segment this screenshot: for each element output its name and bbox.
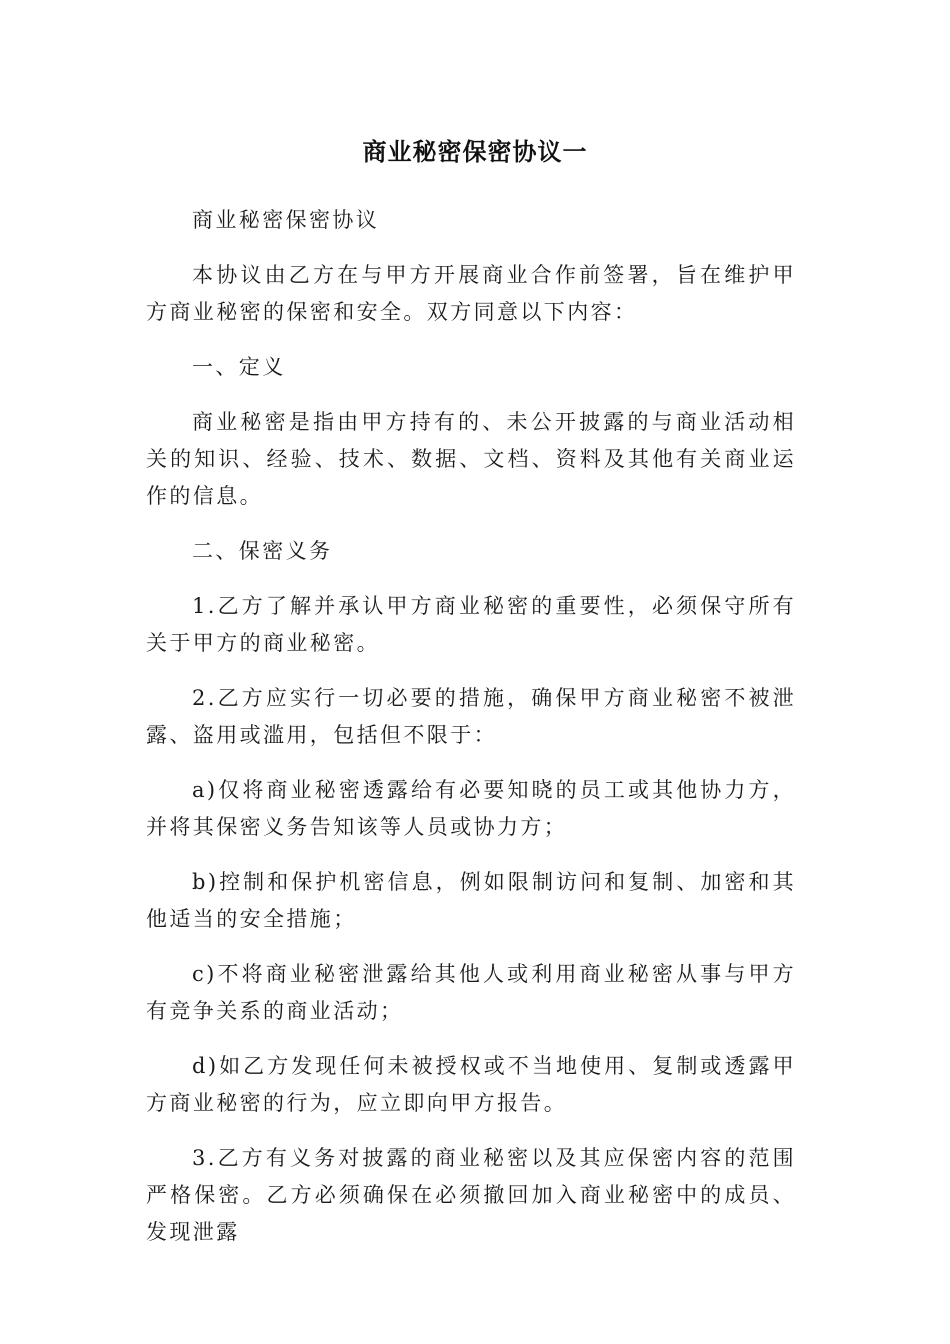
paragraph-intro: 本协议由乙方在与甲方开展商业合作前签署，旨在维护甲方商业秘密的保密和安全。双方同意以下内容： [146, 263, 796, 324]
clause-2: 2.乙方应实行一切必要的措施，确保甲方商业秘密不被泄露、盗用或滥用，包括但不限于： [146, 686, 796, 747]
document-body [146, 202, 796, 1269]
paragraph-definition: 商业秘密是指由甲方持有的、未公开披露的与商业活动相关的知识、经验、技术、数据、文档、资料及其他有关商业运作的信息。 [146, 410, 796, 508]
clause-2a: a)仅将商业秘密透露给有必要知晓的员工或其他协力方，并将其保密义务告知该等人员或协力方； [146, 778, 796, 839]
document-title: 商业秘密保密协议一 [362, 138, 588, 166]
paragraph-subtitle: 商业秘密保密协议 [192, 208, 380, 232]
clause-3: 3.乙方有义务对披露的商业秘密以及其应保密内容的范围严格保密。乙方必须确保在必须撤回加入商业秘密中的成员、发现泄露 [146, 1146, 796, 1244]
clause-2d: d)如乙方发现任何未被授权或不当地使用、复制或透露甲方商业秘密的行为，应立即向甲方报告。 [146, 1054, 796, 1115]
section-heading-definition: 一、定义 [192, 355, 286, 379]
clause-2b: b)控制和保护机密信息，例如限制访问和复制、加密和其他适当的安全措施； [146, 870, 796, 931]
clause-2c: c)不将商业秘密泄露给其他人或利用商业秘密从事与甲方有竞争关系的商业活动； [146, 962, 796, 1023]
clause-1: 1.乙方了解并承认甲方商业秘密的重要性，必须保守所有关于甲方的商业秘密。 [146, 594, 796, 655]
section-heading-obligations: 二、保密义务 [192, 539, 333, 563]
